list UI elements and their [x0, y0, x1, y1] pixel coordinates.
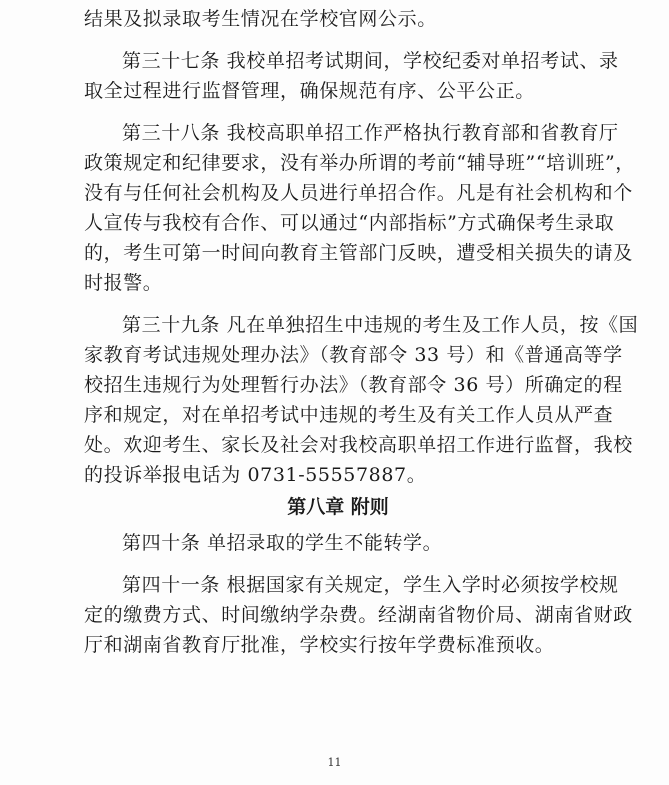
text-line: 序和规定，对在单招考试中违规的考生及有关工作人员从严查 [84, 404, 614, 426]
text-line: 第四十条 单招录取的学生不能转学。 [122, 532, 443, 554]
text-line: 处。欢迎考生、家长及社会对我校高职单招工作进行监督，我校 [84, 434, 633, 456]
paragraph-gap [84, 558, 584, 570]
text-line: 结果及拟录取考生情况在学校官网公示。 [84, 8, 437, 30]
text-line: 校招生违规行为处理暂行办法》（教育部令 36 号）所确定的程 [84, 374, 623, 396]
paragraph-gap [84, 106, 584, 118]
text-line: 定的缴费方式、时间缴纳学杂费。经湖南省物价局、湖南省财政 [84, 604, 633, 626]
chapter-heading: 第八章 附则 [287, 496, 389, 518]
regulation-text-after-chapter [84, 528, 633, 660]
paragraph-gap [84, 34, 584, 46]
text-line: 第三十七条 我校单招考试期间，学校纪委对单招考试、录 [122, 50, 619, 72]
text-line: 家教育考试违规处理办法》（教育部令 33 号）和《普通高等学 [84, 344, 623, 366]
text-line: 第四十一条 根据国家有关规定，学生入学时必须按学校规 [122, 574, 619, 596]
text-line: 取全过程进行监督管理，确保规范有序、公平公正。 [84, 80, 535, 102]
document-body [84, 4, 639, 660]
text-line: 第三十九条 凡在单独招生中违规的考生及工作人员，按《国 [122, 314, 639, 336]
text-line: 没有与任何社会机构及人员进行单招合作。凡是有社会机构和个 [84, 182, 633, 204]
text-line: 人宣传与我校有合作、可以通过“内部指标”方式确保考生录取 [84, 212, 615, 234]
text-line: 第三十八条 我校高职单招工作严格执行教育部和省教育厅 [122, 122, 619, 144]
text-line: 的，考生可第一时间向教育主管部门反映，遭受相关损失的请及 [84, 242, 633, 264]
regulation-text-before-chapter [84, 4, 639, 490]
text-line: 政策规定和纪律要求，没有举办所谓的考前“辅导班”“培训班”， [84, 152, 635, 174]
paragraph-gap [84, 298, 584, 310]
page-number: 11 [327, 756, 342, 769]
text-line: 时报警。 [84, 272, 163, 294]
text-line: 的投诉举报电话为 0731-55557887。 [84, 464, 427, 486]
text-line: 厅和湖南省教育厅批准，学校实行按年学费标准预收。 [84, 634, 555, 656]
